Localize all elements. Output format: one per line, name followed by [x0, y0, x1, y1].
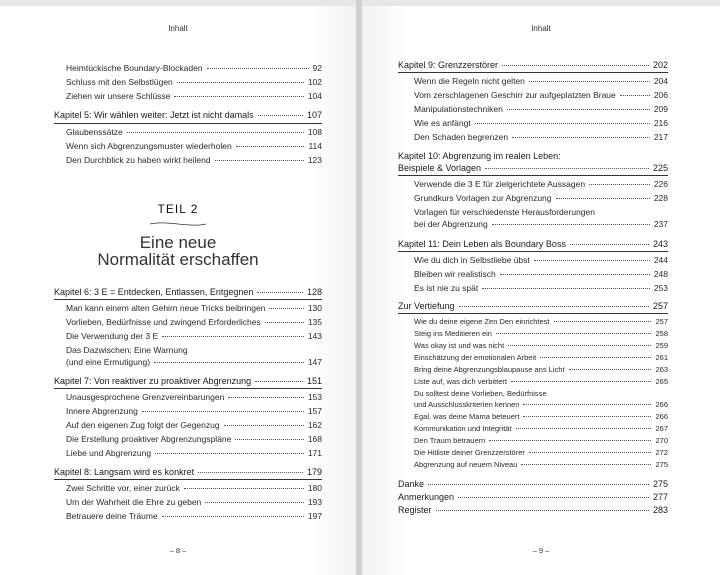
toc-entry[interactable]: Manipulationstechniken 209	[414, 104, 668, 114]
chapter-rule	[54, 299, 322, 300]
toc-chapter-5[interactable]: Kapitel 5: Wir wählen weiter: Jetzt ist nicht damals 107	[54, 110, 322, 120]
toc-entry[interactable]: Abgrenzung auf neuem Niveau 275	[414, 460, 668, 469]
toc-entry[interactable]: Vorlieben, Bedürfnisse und zwingend Erforderliches 135	[66, 317, 322, 327]
toc-entry[interactable]: Heimtückische Boundary-Blockaden 92	[66, 63, 322, 73]
toc-entry[interactable]: Bring deine Abgrenzungsblaupause ans Licht 263	[414, 365, 668, 374]
toc-entry[interactable]: Wie es anfängt 216	[414, 118, 668, 128]
page-number: – 8 –	[169, 546, 187, 555]
toc-chapter-7[interactable]: Kapitel 7: Von reaktiver zu proaktiver Abgrenzung 151	[54, 376, 322, 386]
toc-entry[interactable]: Schluss mit den Selbstlügen 102	[66, 77, 322, 87]
toc-entry[interactable]: Wie du deine eigene Zen Den einrichtest 257	[414, 317, 668, 326]
toc-entry[interactable]: Innere Abgrenzung 157	[66, 406, 322, 416]
toc-entry[interactable]: und Ausschlusskriterien kennen 266	[414, 400, 668, 409]
toc-entry[interactable]: bei der Abgrenzung 237	[414, 219, 668, 229]
toc-entry[interactable]: Glaubenssätze 108	[66, 127, 322, 137]
toc-chapter-8[interactable]: Kapitel 8: Langsam wird es konkret 179	[54, 467, 322, 477]
toc-entry[interactable]: Um der Wahrheit die Ehre zu geben 193	[66, 497, 322, 507]
toc-entry[interactable]: Die Erstellung proaktiver Abgrenzungspläne 168	[66, 434, 322, 444]
toc-entry-line1: Das Dazwischen: Eine Warnung	[66, 345, 188, 355]
toc-anmerkungen[interactable]: Anmerkungen 277	[398, 492, 668, 502]
toc-entry[interactable]: Steig ins Meditieren ein 258	[414, 329, 668, 338]
toc-entry[interactable]: Was okay ist und was nicht 259	[414, 341, 668, 350]
toc-entry[interactable]: Wenn sich Abgrenzungsmuster wiederholen 114	[66, 141, 322, 151]
toc-entry[interactable]: Man kann einem alten Gehirn neue Tricks beibringen 130	[66, 303, 322, 313]
chapter-rule	[398, 72, 668, 73]
toc-entry[interactable]: Betrauere deine Träume 197	[66, 511, 322, 521]
toc-chapter-6[interactable]: Kapitel 6: 3 E = Entdecken, Entlassen, Entgegnen 128	[54, 287, 322, 297]
toc-entry-line1: Du solltest deine Vorlieben, Bedürfnisse	[414, 389, 547, 398]
toc-chapter-9[interactable]: Kapitel 9: Grenzzerstörer 202	[398, 60, 668, 70]
toc-register[interactable]: Register 283	[398, 505, 668, 515]
toc-entry[interactable]: Den Durchblick zu haben wirkt heilend 123	[66, 155, 322, 165]
toc-entry[interactable]: Kommunikation und Integrität 267	[414, 424, 668, 433]
toc-entry[interactable]: Die Hitliste deiner Grenzzerstörer 272	[414, 448, 668, 457]
toc-entry[interactable]: Zwei Schritte vor, einer zurück 180	[66, 483, 322, 493]
left-page	[0, 6, 356, 575]
running-head: Inhalt	[168, 24, 188, 33]
toc-entry[interactable]: Den Traum betrauern 270	[414, 436, 668, 445]
toc-entry[interactable]: Ziehen wir unsere Schlüsse 104	[66, 91, 322, 101]
toc-entry[interactable]: Wie du dich in Selbstliebe übst 244	[414, 255, 668, 265]
part-title-line1: Eine neue	[139, 233, 217, 252]
part-title-line2: Normalität erschaffen	[97, 250, 259, 269]
toc-entry[interactable]: Liste auf, was dich verbittert 265	[414, 377, 668, 386]
right-page	[362, 6, 720, 575]
toc-section-vertiefung[interactable]: Zur Vertiefung 257	[398, 301, 668, 311]
toc-entry[interactable]: Liebe und Abgrenzung 171	[66, 448, 322, 458]
toc-entry[interactable]: Einschätzung der emotionalen Arbeit 261	[414, 353, 668, 362]
toc-entry[interactable]: Verwende die 3 E für zielgerichtete Aussagen 226	[414, 179, 668, 189]
toc-entry[interactable]: (und eine Ermutigung) 147	[66, 357, 322, 367]
toc-entry[interactable]: Grundkurs Vorlagen zur Abgrenzung 228	[414, 193, 668, 203]
toc-entry-line1: Vorlagen für verschiedenste Herausforderungen	[414, 207, 595, 217]
chapter-rule	[54, 479, 322, 480]
toc-entry[interactable]: Auf den eigenen Zug folgt der Gegenzug 162	[66, 420, 322, 430]
toc-entry[interactable]: Die Verwendung der 3 E 143	[66, 331, 322, 341]
toc-entry[interactable]: Es ist nie zu spät 253	[414, 283, 668, 293]
toc-entry[interactable]: Vom zerschlagenen Geschirr zur aufgeplatzten Braue 206	[414, 90, 668, 100]
ornament-divider	[148, 220, 208, 228]
chapter-rule	[54, 123, 322, 124]
part-label: TEIL 2	[157, 202, 199, 216]
toc-chapter-10[interactable]: Beispiele & Vorlagen 225	[398, 163, 668, 173]
running-head: Inhalt	[531, 24, 551, 33]
toc-chapter-10-line1: Kapitel 10: Abgrenzung im realen Leben:	[398, 151, 561, 161]
chapter-rule	[398, 251, 668, 252]
toc-entry[interactable]: Bleiben wir realistisch 248	[414, 269, 668, 279]
toc-entry[interactable]: Egal, was deine Mama beteuert 266	[414, 412, 668, 421]
toc-danke[interactable]: Danke 275	[398, 479, 668, 489]
page-number: – 9 –	[532, 546, 550, 555]
chapter-rule	[54, 388, 322, 389]
toc-entry[interactable]: Unausgesprochene Grenzvereinbarungen 153	[66, 392, 322, 402]
toc-chapter-11[interactable]: Kapitel 11: Dein Leben als Boundary Boss 243	[398, 239, 668, 249]
toc-entry[interactable]: Wenn die Regeln nicht gelten 204	[414, 76, 668, 86]
chapter-rule	[398, 175, 668, 176]
chapter-rule	[398, 313, 668, 314]
toc-entry[interactable]: Den Schaden begrenzen 217	[414, 132, 668, 142]
